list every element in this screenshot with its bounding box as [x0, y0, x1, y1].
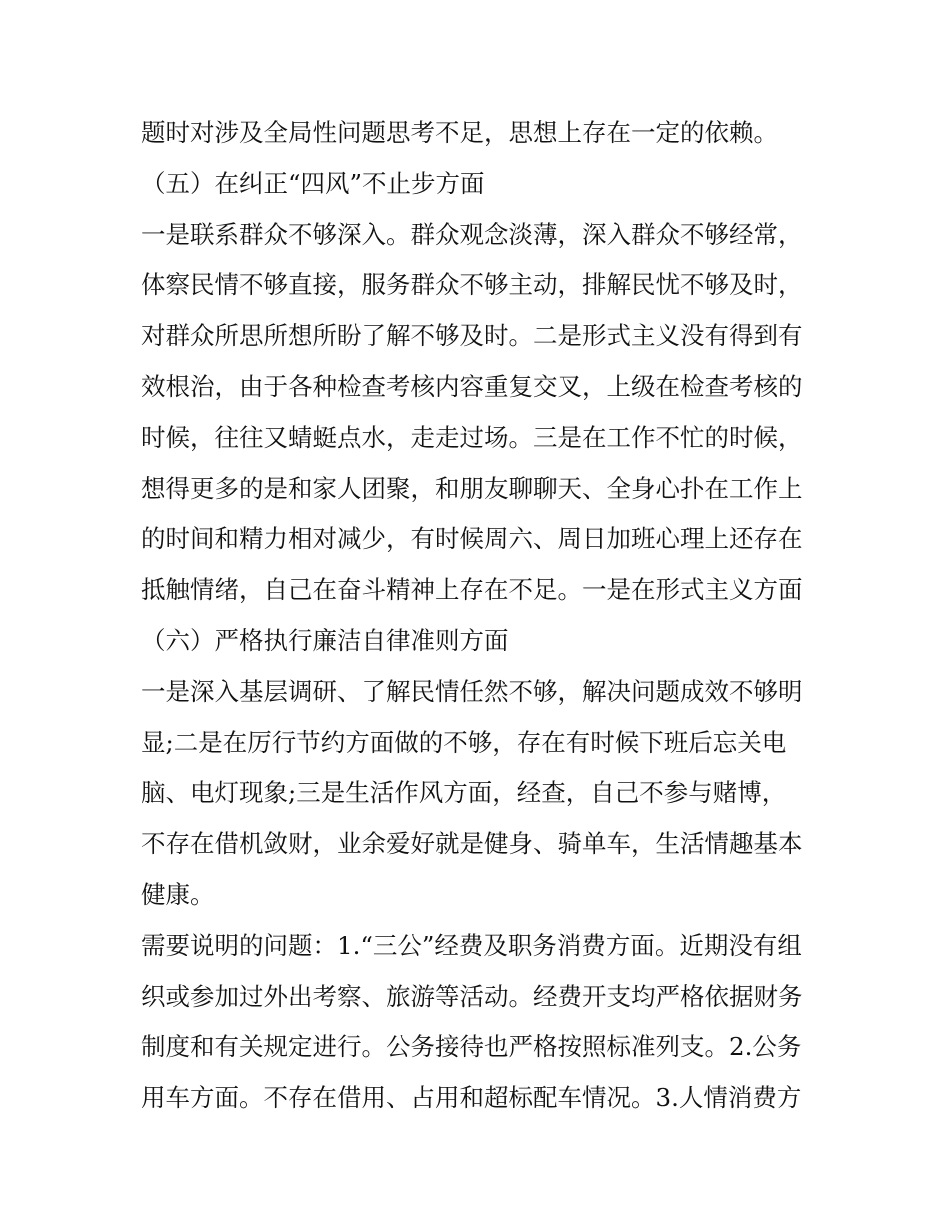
text-line: 不存在借机敛财，业余爱好就是健身、骑单车，生活情趣基本 — [141, 829, 803, 859]
text-line: 一是深入基层调研、了解民情任然不够，解决问题成效不够明 — [141, 676, 803, 706]
text-line: 显;二是在厉行节约方面做的不够，存在有时候下班后忘关电 — [141, 727, 787, 757]
text-line: 题时对涉及全局性问题思考不足，思想上存在一定的依赖。 — [141, 118, 778, 147]
text-line: 脑、电灯现象;三是生活作风方面，经查，自己不参与赌博， — [141, 778, 787, 808]
text-line: 对群众所思所想所盼了解不够及时。二是形式主义没有得到有 — [141, 321, 803, 351]
text-line: 一是联系群众不够深入。群众观念淡薄，深入群众不够经常， — [141, 219, 803, 249]
text-line: 时候，往往又蜻蜓点水，走走过场。三是在工作不忙的时候， — [141, 422, 803, 452]
text-line: 用车方面。不存在借用、占用和超标配车情况。3.人情消费方 — [141, 1083, 802, 1113]
text-line: 制度和有关规定进行。公务接待也严格按照标准列支。2.公务 — [141, 1032, 802, 1062]
text-line: 效根治，由于各种检查考核内容重复交叉，上级在检查考核的 — [141, 371, 803, 401]
text-line: 想得更多的是和家人团聚，和朋友聊聊天、全身心扑在工作上 — [141, 473, 803, 503]
text-line: 抵触情绪，自己在奋斗精神上存在不足。一是在形式主义方面 — [141, 575, 803, 605]
section-heading-six: （六）严格执行廉洁自律准则方面 — [141, 625, 509, 655]
text-line: 体察民情不够直接，服务群众不够主动，排解民忧不够及时， — [141, 270, 803, 300]
section-heading-five: （五）在纠正“四风”不止步方面 — [141, 168, 485, 198]
text-line: 需要说明的问题：1.“三公”经费及职务消费方面。近期没有组 — [141, 930, 802, 960]
text-line: 的时间和精力相对减少，有时候周六、周日加班心理上还存在 — [141, 524, 803, 554]
document-body — [141, 108, 831, 1124]
text-line: 健康。 — [141, 879, 215, 909]
text-line: 织或参加过外出考察、旅游等活动。经费开支均严格依据财务 — [141, 981, 803, 1011]
